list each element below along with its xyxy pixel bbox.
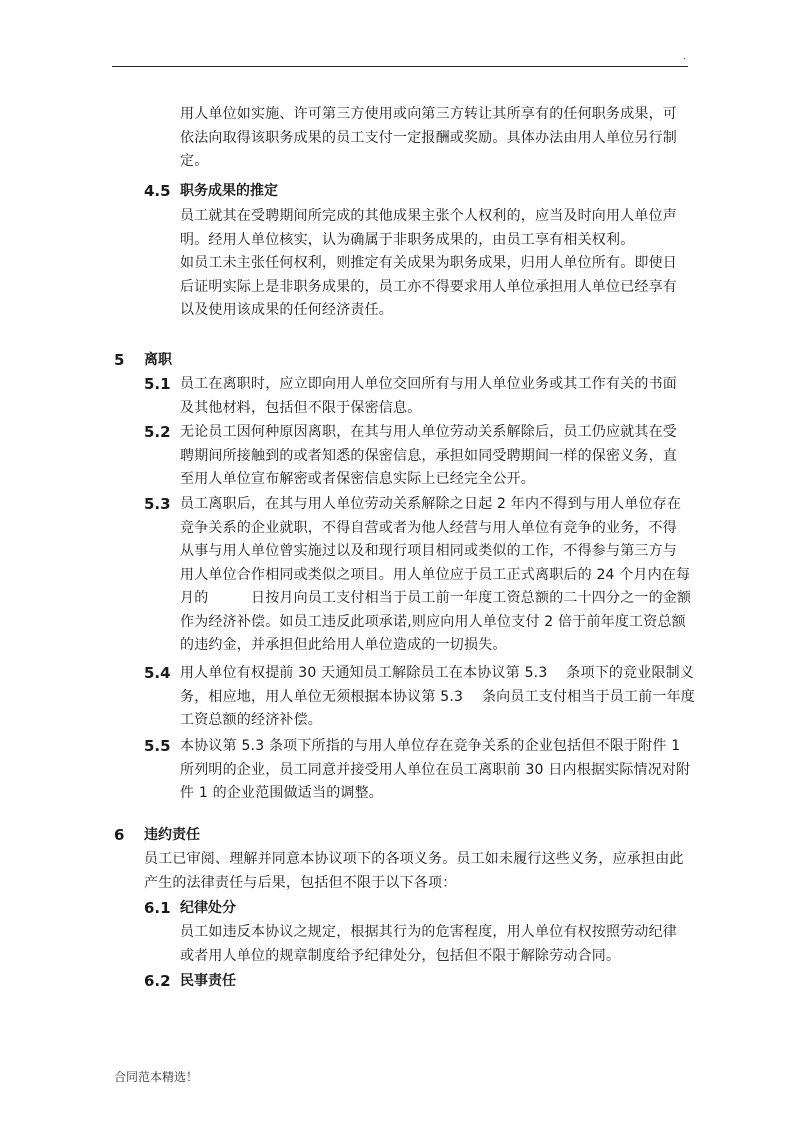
paragraph-6-1: 员工如违反本协议之规定，根据其行为的危害程度，用人单位有权按照劳动纪律 或者用人单位的规章制度给予纪律处分，包括但不限于解除劳动合同。 (180, 924, 677, 964)
paragraph-5-4: 用人单位有权提前 30 天通知员工解除员工在本协议第 5.3 条项下的竞业限制义 务，相应地，用人单位无须根据本协议第 5.3 条向员工支付相当于员工前一年度 工资总额的经济补偿。 (180, 665, 695, 728)
paragraph-4-5-a: 员工就其在受聘期间所完成的其他成果主张个人权利的，应当及时向用人单位声 明。经用人单位核实，认为确属于非职务成果的，由员工享有相关权利。 (180, 208, 677, 248)
section-title-6: 违约责任 (144, 827, 200, 843)
paragraph-5-3: 员工离职后，在其与用人单位劳动关系解除之日起 2 年内不得到与用人单位存在 竞争关系的企业就职，不得自营或者为他人经营与用人单位有竞争的业务，不得 从事与用人单位曾实施过以及和现行项目相同或类似的工作，不得参与第三方与 用人单位合作相同或类似之项目。用人单位应于员工正式离职后的 24 个月内在每 月的 日按月向员工支付相当于员工前一年度工资总额的二十四分之一的金额 作为经济补偿。如员工违反此项承诺,则应向用人单位支付 2 倍于前年度工资总额 的违约金，并承担但此给用人单位造成的一切损失。 (180, 496, 692, 653)
section-number-6: 6 (114, 826, 125, 844)
footer-text: 合同范本精选！ (114, 1070, 199, 1084)
section-title-6-2: 民事责任 (180, 973, 236, 989)
paragraph-5-1: 员工在离职时，应立即向用人单位交回所有与用人单位业务或其工作有关的书面 及其他材料，包括但不限于保密信息。 (180, 376, 677, 416)
section-number-5: 5 (114, 351, 125, 369)
section-number-6-2: 6.2 (144, 972, 171, 990)
header-dot: . (683, 52, 686, 62)
paragraph-5-5: 本协议第 5.3 条项下所指的与用人单位存在竞争关系的企业包括但不限于附件 1 所列明的企业，员工同意并接受用人单位在员工离职前 30 日内根据实际情况对附 件 1 的企业范围做适当的调整。 (180, 738, 691, 801)
paragraph-4-5-b: 如员工未主张任何权利，则推定有关成果为职务成果，归用人单位所有。即使日 后证明实际上是非职务成果的，员工亦不得要求用人单位承担用人单位已经享有 以及使用该成果的任何经济责任。 (180, 255, 677, 318)
section-number-5-5: 5.5 (144, 737, 171, 755)
section-title-4-5: 职务成果的推定 (180, 183, 278, 199)
paragraph-6: 员工已审阅、理解并同意本协议项下的各项义务。员工如未履行这些义务，应承担由此 产生的法律责任与后果，包括但不限于以下各项： (144, 851, 684, 891)
paragraph-5-2: 无论员工因何种原因离职，在其与用人单位劳动关系解除后，员工仍应就其在受 聘期间所接触到的或者知悉的保密信息，承担如同受聘期间一样的保密义务，直 至用人单位宣布解密或者保密信息实际上已经完全公开。 (180, 424, 677, 487)
paragraph-top: 用人单位如实施、许可第三方使用或向第三方转让其所享有的任何职务成果，可 依法向取得该职务成果的员工支付一定报酬或奖励。具体办法由用人单位另行制 定。 (180, 106, 677, 169)
section-number-5-2: 5.2 (144, 423, 171, 441)
section-number-5-3: 5.3 (144, 495, 171, 513)
header-rule (112, 66, 688, 67)
section-number-5-1: 5.1 (144, 375, 171, 393)
section-title-5: 离职 (144, 352, 172, 368)
section-number-4-5: 4.5 (144, 182, 171, 200)
section-number-5-4: 5.4 (144, 664, 171, 682)
section-title-6-1: 纪律处分 (180, 900, 236, 916)
section-number-6-1: 6.1 (144, 899, 171, 917)
